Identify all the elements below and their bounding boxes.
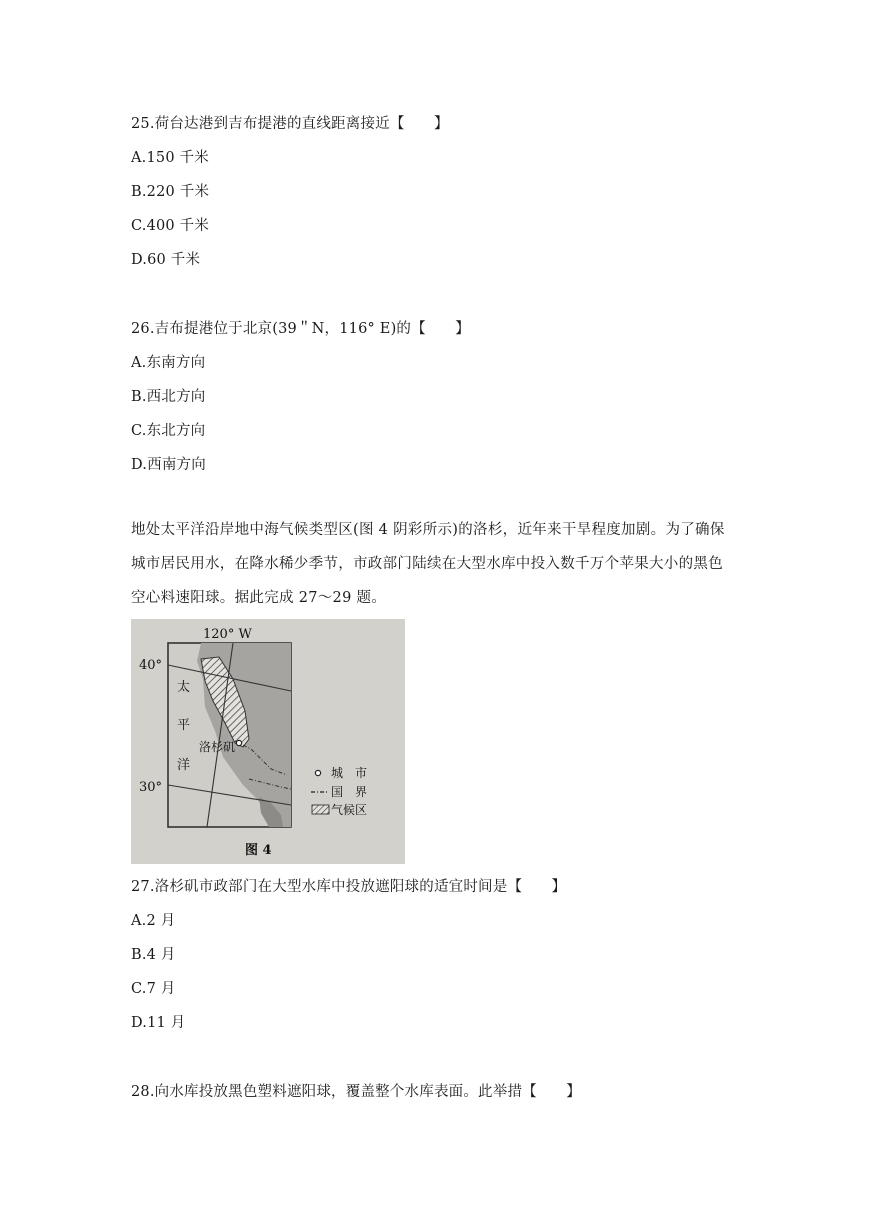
question-26-option-d: D.西南方向 bbox=[131, 457, 206, 473]
question-27-option-a: A.2 月 bbox=[131, 913, 176, 929]
figure-4-map bbox=[131, 619, 405, 864]
question-26-option-a: A.东南方向 bbox=[131, 355, 206, 371]
figure-caption: 图 4 bbox=[245, 843, 272, 858]
ocean-label-1: 太 bbox=[177, 680, 191, 695]
question-25-option-b: B.220 千米 bbox=[131, 184, 210, 200]
question-25-option-d: D.60 千米 bbox=[131, 252, 201, 268]
city-marker bbox=[236, 740, 241, 745]
question-28-stem: 28.向水库投放黑色塑料遮阳球，覆盖整个水库表面。此举措【 】 bbox=[131, 1084, 581, 1100]
legend-border-label: 国 界 bbox=[331, 785, 368, 799]
longitude-label: 120° W bbox=[203, 627, 252, 642]
question-26-stem: 26.吉布提港位于北京(39＂N，116° E)的【 】 bbox=[131, 321, 470, 337]
question-27-stem: 27.洛杉矶市政部门在大型水库中投放遮阳球的适宜时间是【 】 bbox=[131, 879, 567, 895]
legend-climate-icon bbox=[312, 805, 329, 814]
latitude-40-label: 40° bbox=[139, 658, 163, 673]
question-27-option-b: B.4 月 bbox=[131, 947, 176, 963]
question-27-option-c: C.7 月 bbox=[131, 981, 176, 997]
question-27-option-d: D.11 月 bbox=[131, 1015, 186, 1031]
passage-text bbox=[131, 513, 741, 615]
question-25-option-a: A.150 千米 bbox=[131, 150, 209, 166]
passage-line: 地处太平洋沿岸地中海气候类型区(图 4 阴彩所示)的洛杉，近年来干旱程度加剧。为了确保 bbox=[131, 522, 725, 538]
city-label: 洛杉矶 bbox=[199, 740, 236, 754]
question-25-option-c: C.400 千米 bbox=[131, 218, 210, 234]
passage-line: 空心料速阳球。据此完成 27～29 题。 bbox=[131, 590, 387, 606]
question-26-option-c: C.东北方向 bbox=[131, 423, 206, 439]
latitude-30-label: 30° bbox=[139, 780, 163, 795]
ocean-label-3: 洋 bbox=[177, 758, 191, 773]
question-26-option-b: B.西北方向 bbox=[131, 389, 206, 405]
legend-city-label: 城 市 bbox=[331, 766, 368, 780]
ocean-label-2: 平 bbox=[177, 718, 191, 733]
question-25-stem: 25.荷台达港到吉布提港的直线距离接近【 】 bbox=[131, 116, 449, 132]
legend-climate-label: 气候区 bbox=[331, 803, 368, 817]
legend-city-icon bbox=[315, 770, 320, 775]
passage-line: 城市居民用水，在降水稀少季节，市政部门陆续在大型水库中投入数千万个苹果大小的黑色 bbox=[131, 556, 723, 572]
